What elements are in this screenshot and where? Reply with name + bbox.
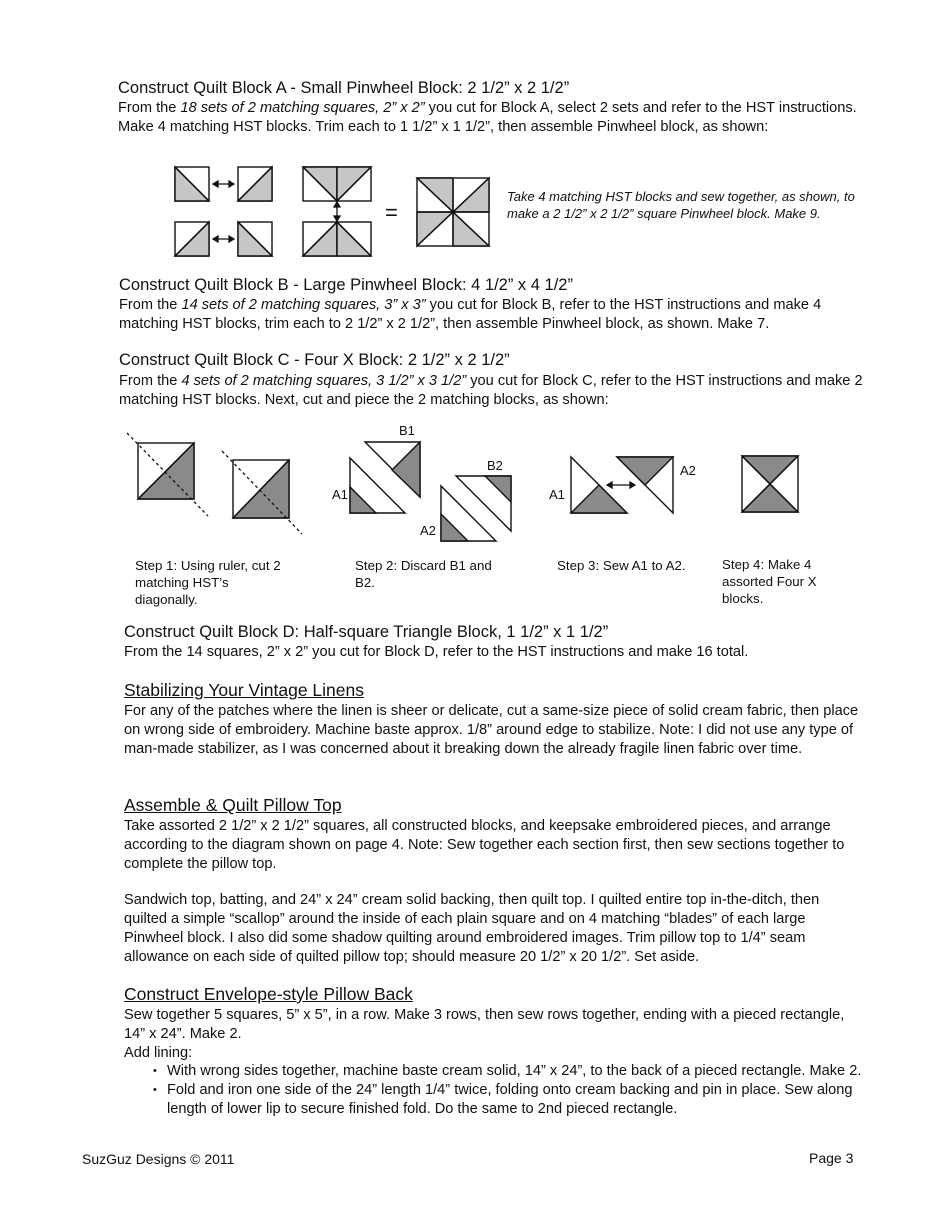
label-b2: B2 [487,458,503,473]
block-b-intro: From the 14 sets of 2 matching squares, 3” x 3” you cut for Block B, refer to the HST instructions and make 4 matching HST blocks, trim each to 2 1/2” x 2 1/2”, then assemble Pinwheel block, as shown. Make 7. [119,297,822,332]
assemble-heading: Assemble & Quilt Pillow Top [124,795,342,815]
block-a-heading: Construct Quilt Block A - Small Pinwheel Block: 2 1/2” x 2 1/2” [118,79,570,97]
label-a1-step3: A1 [549,487,565,502]
list-item: • With wrong sides together, machine baste cream solid, 14” x 24”, to the back of a pieced rectangle. Make 2. [153,1062,863,1081]
list-item: • Fold and iron one side of the 24” length 1/4” twice, folding onto cream backing and pin in place. Sew along length of lower lip to secure finished fold. Do the same to 2nd pieced rectangle. [153,1081,863,1119]
block-d-text: From the 14 squares, 2” x 2” you cut for Block D, refer to the HST instructions and make 16 total. [124,644,749,660]
assemble-p1: Take assorted 2 1/2” x 2 1/2” squares, all constructed blocks, and keepsake embroidered pieces, and arrange according to the diagram shown on page 4. Note: Sew together each section first, then sew sections together to complete the pillow top. [124,818,845,872]
page-number: Page 3 [809,1150,854,1166]
stabilizing-heading: Stabilizing Your Vintage Linens [124,680,365,700]
envelope-bullets [153,1062,863,1119]
step-2-caption: Step 2: Discard B1 and B2. [355,558,492,590]
step-4-caption: Step 4: Make 4 assorted Four X blocks. [722,557,817,606]
stabilizing-text: For any of the patches where the linen is sheer or delicate, cut a same-size piece of solid cream fabric, then place on wrong side of embroidery. Machine baste approx. 1/8” around edge to stabilize. Note: I did not use any type of man-made stabilizer, as I was concerned about it breaking down the already fragile linen fabric over time. [124,703,859,757]
block-b-heading: Construct Quilt Block B - Large Pinwheel Block: 4 1/2” x 4 1/2” [119,276,573,294]
block-c-intro: From the 4 sets of 2 matching squares, 3 1/2” x 3 1/2” you cut for Block C, refer to the HST instructions and make 2 matching HST blocks. Next, cut and piece the 2 matching blocks, as shown: [119,373,863,408]
label-b1: B1 [399,423,415,438]
block-d-heading: Construct Quilt Block D: Half-square Triangle Block, 1 1/2” x 1 1/2” [124,623,609,641]
envelope-heading: Construct Envelope-style Pillow Back [124,984,413,1004]
step-3-caption: Step 3: Sew A1 to A2. [557,558,686,573]
block-a-intro: From the 18 sets of 2 matching squares, 2” x 2” you cut for Block A, select 2 sets and refer to the HST instructions. Make 4 matching HST blocks. Trim each to 1 1/2” x 1 1/2”, then assemble Pinwheel block, as shown: [118,100,857,135]
envelope-p1: Sew together 5 squares, 5” x 5”, in a row. Make 3 rows, then sew rows together, ending with a pieced rectangle, 14” x 24”. Make 2. [124,1007,845,1042]
four-x-diagram [120,420,820,550]
equals-sign: = [385,200,398,225]
footer-copyright: SuzGuz Designs © 2011 [82,1151,235,1167]
block-c-heading: Construct Quilt Block C - Four X Block: 2 1/2” x 2 1/2” [119,351,510,369]
pinwheel-a-diagram [170,162,500,262]
label-a2: A2 [420,523,436,538]
label-a1: A1 [332,487,348,502]
label-a2-step3: A2 [680,463,696,478]
step-1-caption: Step 1: Using ruler, cut 2 matching HST’s diagonally. [135,558,281,607]
assemble-p2: Sandwich top, batting, and 24” x 24” cream solid backing, then quilt top. I quilted entire top in-the-ditch, then quilted a simple “scallop” around the inside of each plain square and on 4 matching “blades” of each large Pinwheel block. I also did some shadow quilting around embroidered images. Trim pillow top to 1/4” seam allowance on each side of quilted pillow top; should measure 20 1/2” x 20 1/2”. Set aside. [124,892,820,965]
envelope-p2: Add lining: [124,1045,193,1061]
block-a-note: Take 4 matching HST blocks and sew together, as shown, to make a 2 1/2” x 2 1/2” square Pinwheel block. Make 9. [507,189,855,221]
